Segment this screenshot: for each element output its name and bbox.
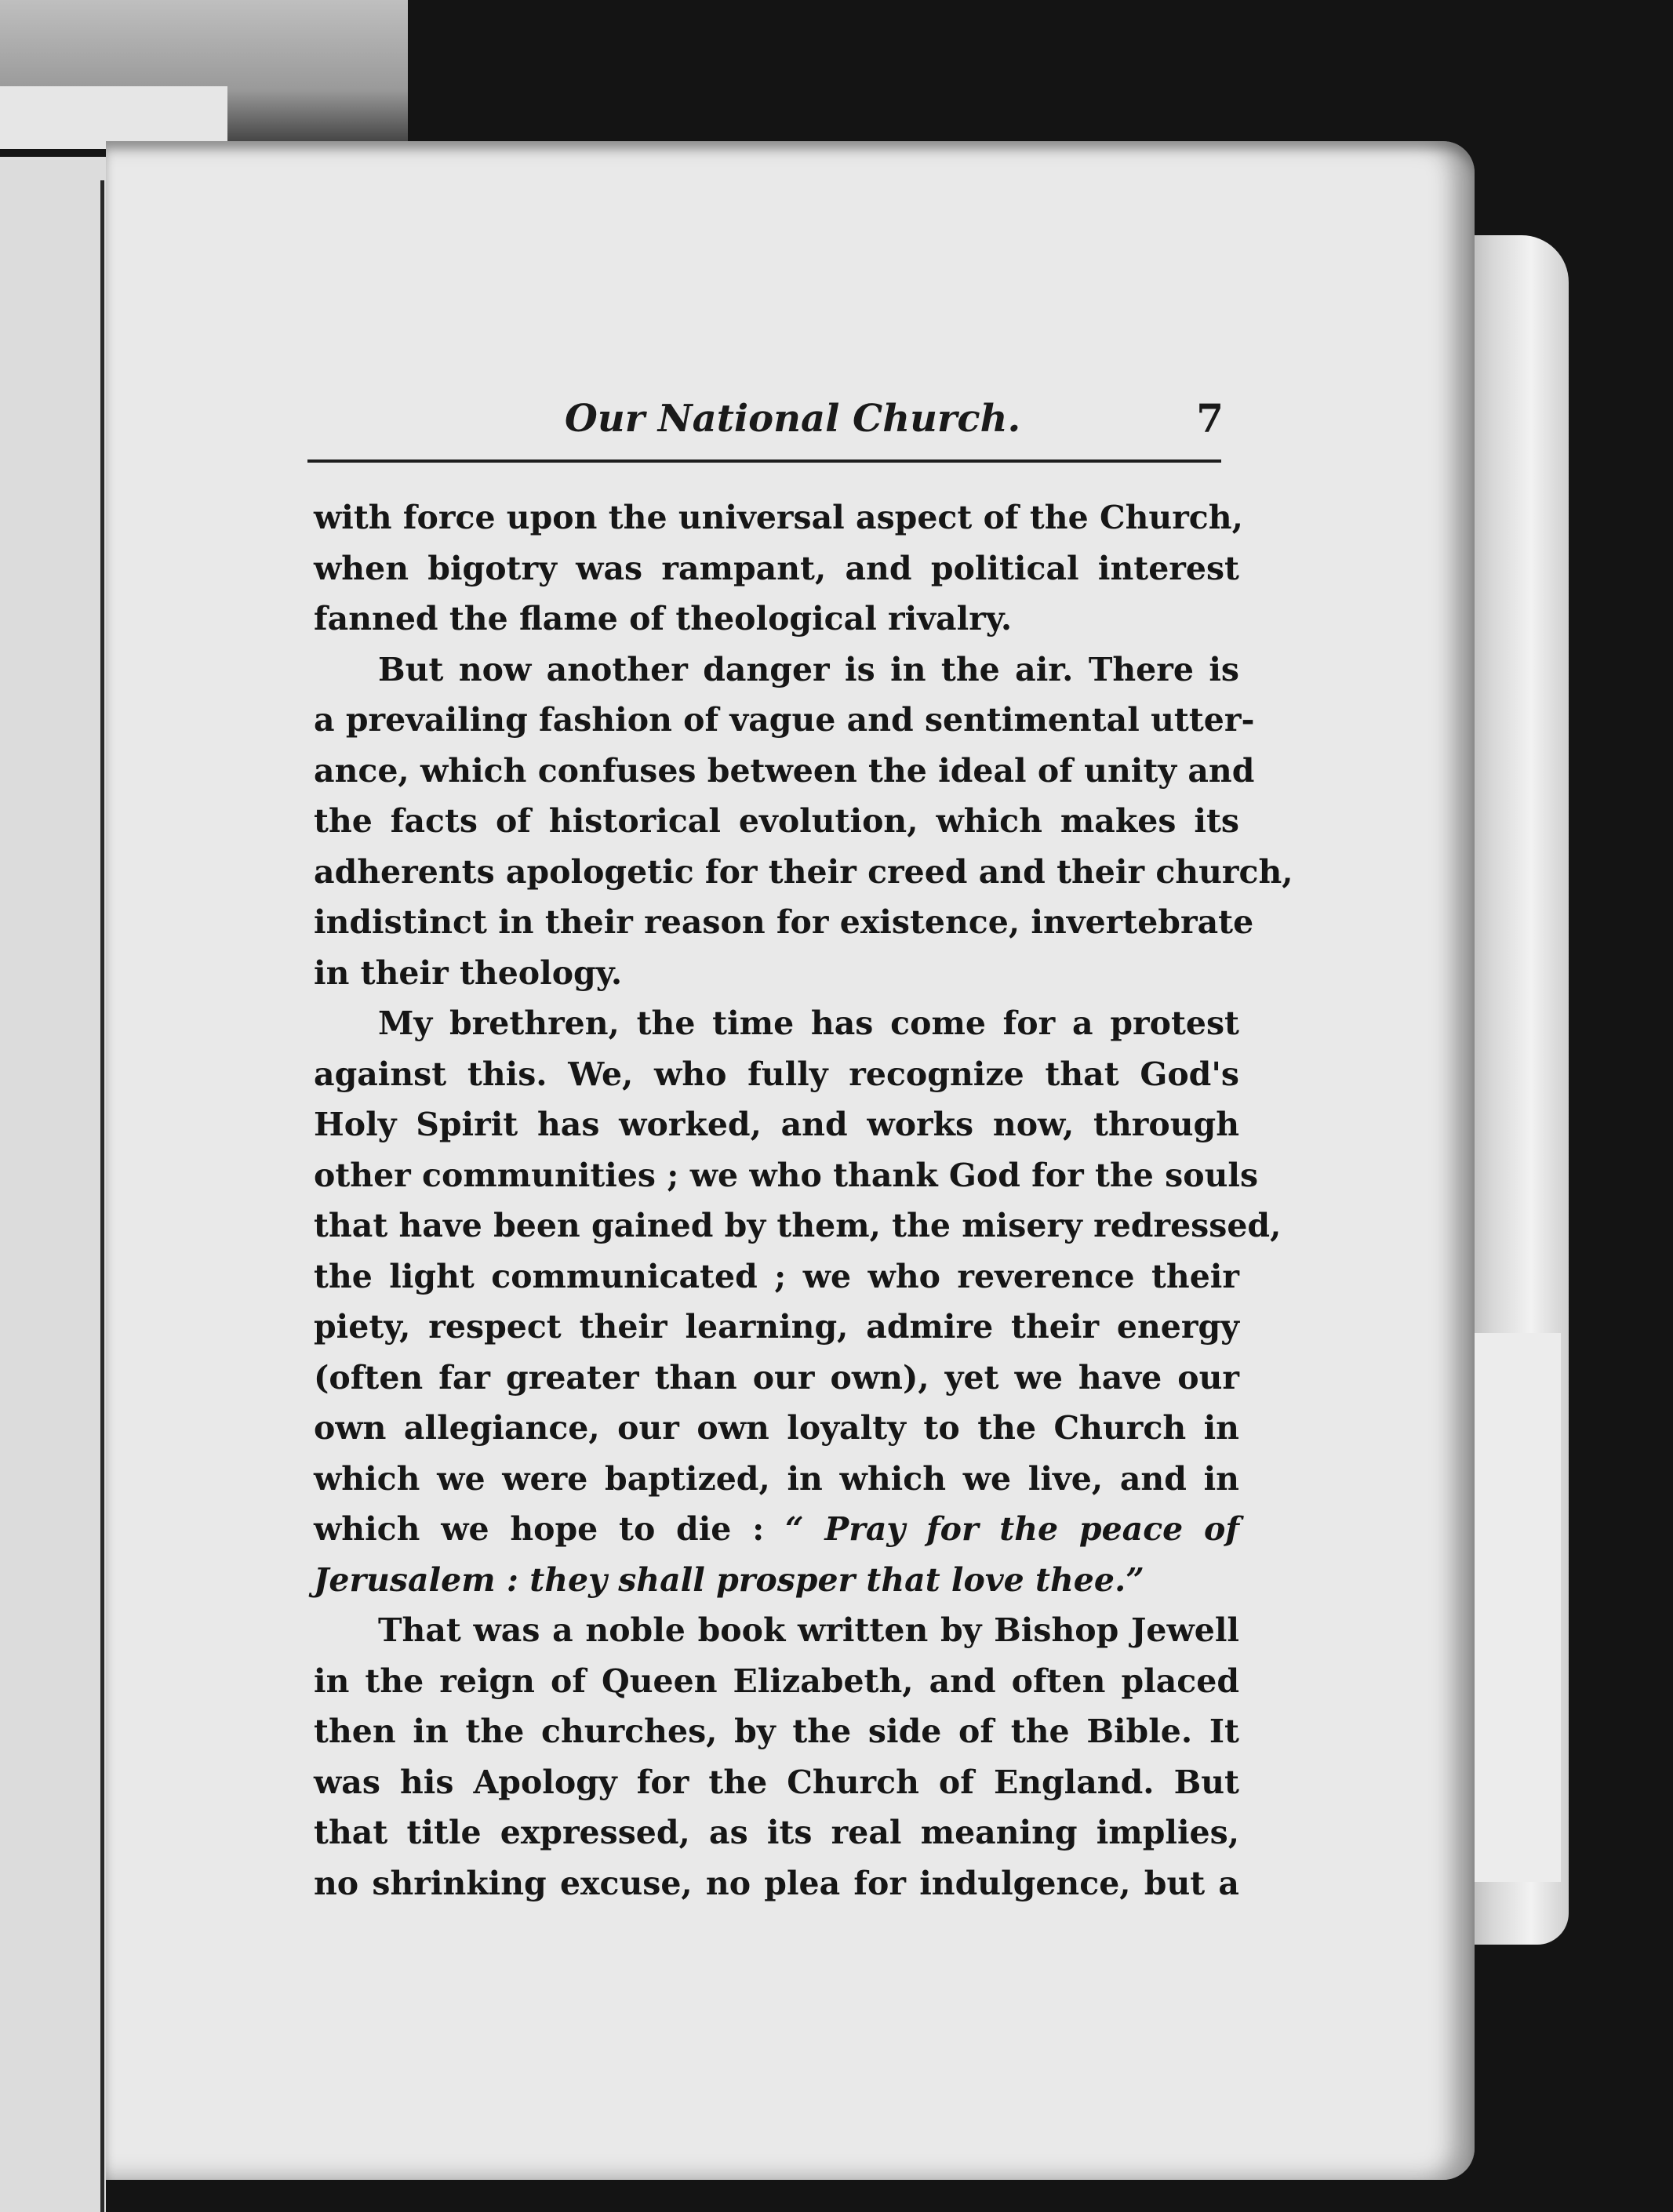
text-line: in the reign of Queen Elizabeth, and often placed xyxy=(314,1662,1239,1700)
page-number: 7 xyxy=(1196,395,1224,441)
text-line: other communities ; we who thank God for the souls xyxy=(314,1156,1259,1194)
text-line: that have been gained by them, the misery redressed, xyxy=(314,1207,1282,1244)
text-line: which we were baptized, in which we live, and in xyxy=(314,1459,1239,1498)
text-line: the facts of historical evolution, which makes its xyxy=(314,802,1239,840)
text-line: was his Apology for the Church of England. But xyxy=(314,1763,1239,1801)
top-left-background xyxy=(0,0,408,149)
text-line: ance, which confuses between the ideal of unity and xyxy=(314,751,1255,790)
binding-edge xyxy=(100,180,104,2212)
text-line: fanned the flame of theological rivalry. xyxy=(314,600,1013,637)
header-rule xyxy=(307,459,1221,463)
text-line: against this. We, who fully recognize that God's xyxy=(314,1055,1239,1093)
text-line: own allegiance, our own loyalty to the Church in xyxy=(314,1409,1239,1447)
text-line: piety, respect their learning, admire their energy xyxy=(314,1308,1239,1346)
text-line: Holy Spirit has worked, and works now, through xyxy=(314,1106,1239,1143)
text-line: (often far greater than our own), yet we have our xyxy=(314,1358,1239,1397)
text-line: when bigotry was rampant, and political interest xyxy=(314,549,1239,587)
text-line: My brethren, the time has come for a protest xyxy=(378,1004,1239,1042)
page-stack-edge-lower xyxy=(1475,1333,1561,1882)
text-line-with-quote xyxy=(314,1504,1239,1555)
text-line: no shrinking excuse, no plea for indulgence, but a xyxy=(314,1864,1239,1902)
text-line: then in the churches, by the side of the Bible. It xyxy=(314,1713,1239,1750)
previous-page-tab xyxy=(0,86,227,149)
page-header xyxy=(314,392,1224,447)
text-line: in their theology. xyxy=(314,953,623,992)
text-line: a prevailing fashion of vague and sentimental utter- xyxy=(314,701,1255,739)
text-fragment: which we hope to die : xyxy=(314,1510,765,1548)
quotation-line: Jerusalem : they shall prosper that love thee.” xyxy=(314,1560,1144,1599)
text-line: with force upon the universal aspect of the Church, xyxy=(314,499,1243,536)
text-line: the light communicated ; we who reverence their xyxy=(314,1257,1239,1295)
text-line: indistinct in their reason for existence, invertebrate xyxy=(314,903,1254,941)
running-title: Our National Church. xyxy=(565,397,1021,441)
quotation-fragment: “ Pray for the peace of xyxy=(785,1510,1240,1548)
facing-page-edge xyxy=(0,157,106,2212)
text-line: That was a noble book written by Bishop Jewell xyxy=(378,1611,1239,1649)
text-line: But now another danger is in the air. There is xyxy=(378,650,1239,688)
text-line: adherents apologetic for their creed and their church, xyxy=(314,852,1293,891)
body-text xyxy=(314,492,1293,1909)
text-line: that title expressed, as its real meaning implies, xyxy=(314,1814,1239,1851)
